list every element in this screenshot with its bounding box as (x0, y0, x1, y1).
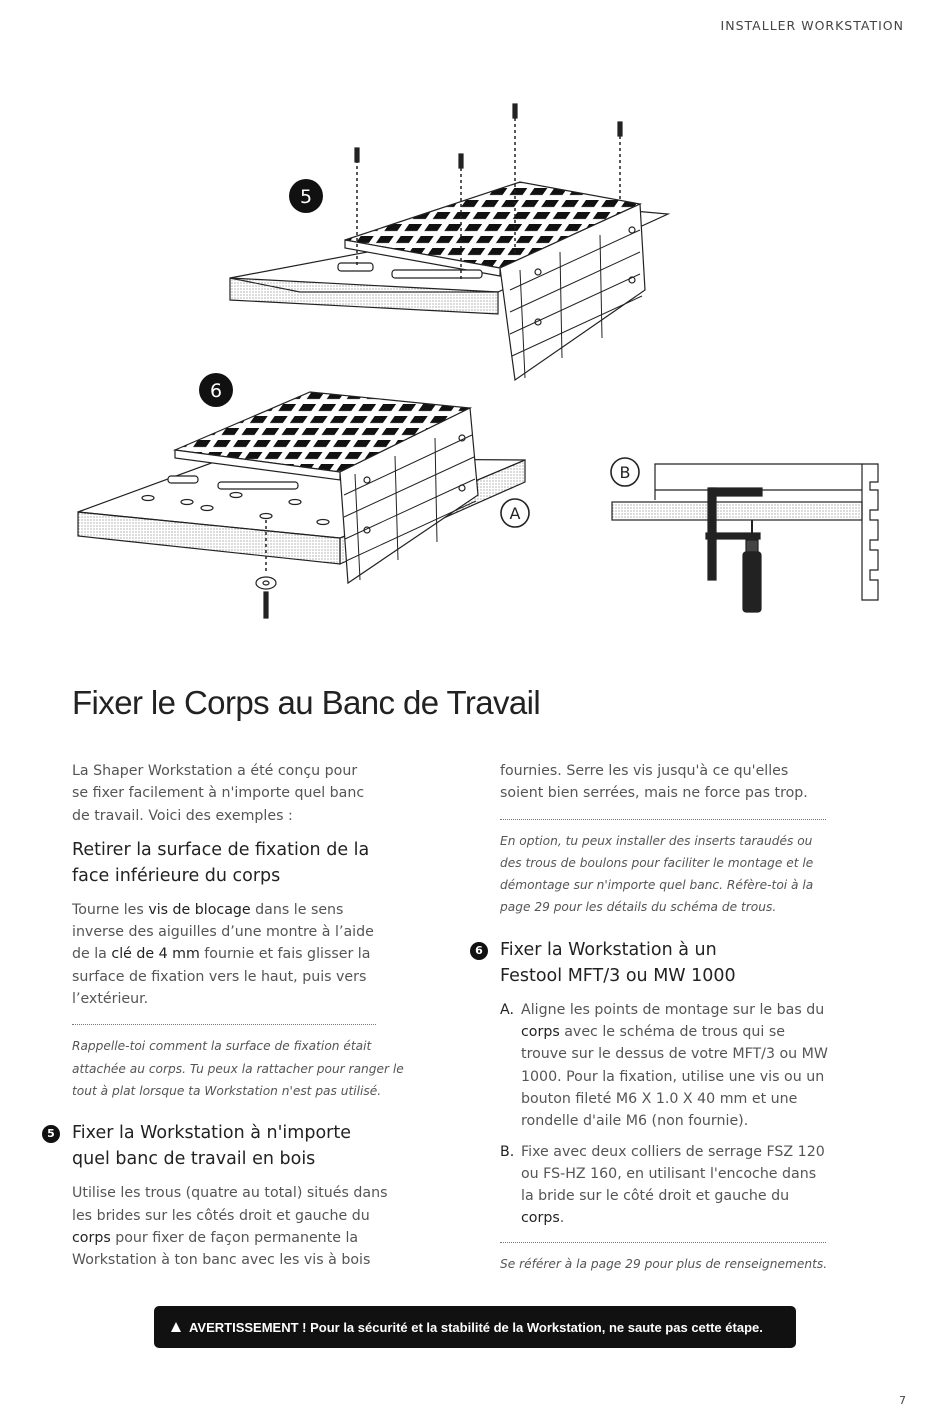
remove-surface-note: Rappelle-toi comment la surface de fixation était attachée au corps. Tu peux la rattacher pour ranger le tout à plat lorsque ta Workstation n'est pas utilisé. (72, 1039, 404, 1098)
page-title: Fixer le Corps au Banc de Travail (72, 684, 541, 721)
step5-badge: 5 (42, 1125, 60, 1143)
warning-triangle-icon (171, 1322, 181, 1332)
intro-paragraph: La Shaper Workstation a été conçu pour se fixer facilement à n'importe quel banc de travail. Voici des exemples : (72, 763, 365, 824)
step6-diagram (78, 392, 525, 618)
step6-heading (475, 937, 832, 989)
header-section-label: INSTALLER WORKSTATION (720, 18, 904, 33)
detail-b-diagram (612, 464, 878, 612)
divider (500, 1242, 826, 1243)
step6-title: Fixer la Workstation à un Festool MFT/3 ou MW 1000 (500, 939, 736, 986)
body-term: corps (72, 1229, 111, 1246)
reference-note: Se référer à la page 29 pour plus de renseignements. (500, 1256, 828, 1271)
body-term: corps (521, 1024, 560, 1041)
option-note: En option, tu peux installer des inserts taraudés ou des trous de boulons pour faciliter le montage et le démontage sur n'importe quel banc. Réfère-toi à la page 29 pour les détails du schéma de trous. (500, 833, 814, 915)
right-column (475, 760, 832, 1275)
step5-paragraph: Utilise les trous (quatre au total) situés dans les brides sur les côtés droit et gauche du corps pour fixer de façon permanente la Workstation à ton banc avec les vis à bois (72, 1185, 388, 1269)
callout-6 (199, 373, 233, 407)
locking-screws-term: vis de blocage (148, 901, 251, 918)
step6-item-a: A. Aligne les points de montage sur le bas du corps avec le schéma de trous qui se trouve sur le dessus de votre MFT/3 ou MW 1000. Pour la fixation, utilise une vis ou un bouton fileté M6 X 1.0 X 40 mm et une rondelle d'aile M6 (non fournie). (500, 999, 832, 1133)
continuation-paragraph: fournies. Serre les vis jusqu'à ce qu'elles soient bien serrées, mais ne force pas trop. (500, 763, 808, 802)
body-term: corps (521, 1210, 560, 1227)
callout-b (611, 458, 639, 486)
divider (500, 819, 826, 820)
left-column (47, 760, 432, 1271)
wrench-term: clé de 4 mm (111, 946, 200, 963)
svg-text:5: 5 (299, 186, 313, 208)
step6-badge: 6 (470, 942, 488, 960)
item-a-marker: A. (500, 1001, 514, 1018)
svg-text:6: 6 (209, 380, 223, 402)
callout-a (501, 499, 529, 527)
item-b-marker: B. (500, 1143, 515, 1160)
divider (72, 1024, 376, 1025)
remove-surface-paragraph: Tourne les vis de blocage dans le sens inverse des aiguilles d’une montre à l’aide de la clé de 4 mm fournie et fais glisser la surface de fixation vers le haut, puis vers l’extérieur. (72, 901, 374, 1008)
warning-banner (154, 1306, 796, 1348)
callout-5 (289, 179, 323, 213)
step6-item-b: B. Fixe avec deux colliers de serrage FSZ 120 ou FS-HZ 160, en utilisant l'encoche dans la bride sur le côté droit et gauche du corps. (500, 1141, 832, 1230)
warning-text: AVERTISSEMENT ! Pour la sécurité et la stabilité de la Workstation, ne saute pas cette étape. (189, 1319, 763, 1335)
step5-heading (47, 1120, 432, 1172)
page-number: 7 (899, 1394, 906, 1407)
assembly-illustration (0, 90, 950, 650)
svg-text:B: B (619, 463, 631, 482)
svg-text:A: A (509, 504, 521, 523)
step5-title: Fixer la Workstation à n'importe quel banc de travail en bois (72, 1123, 351, 1170)
remove-surface-heading: Retirer la surface de fixation de la face inférieure du corps (72, 839, 370, 886)
step5-diagram (230, 104, 668, 380)
